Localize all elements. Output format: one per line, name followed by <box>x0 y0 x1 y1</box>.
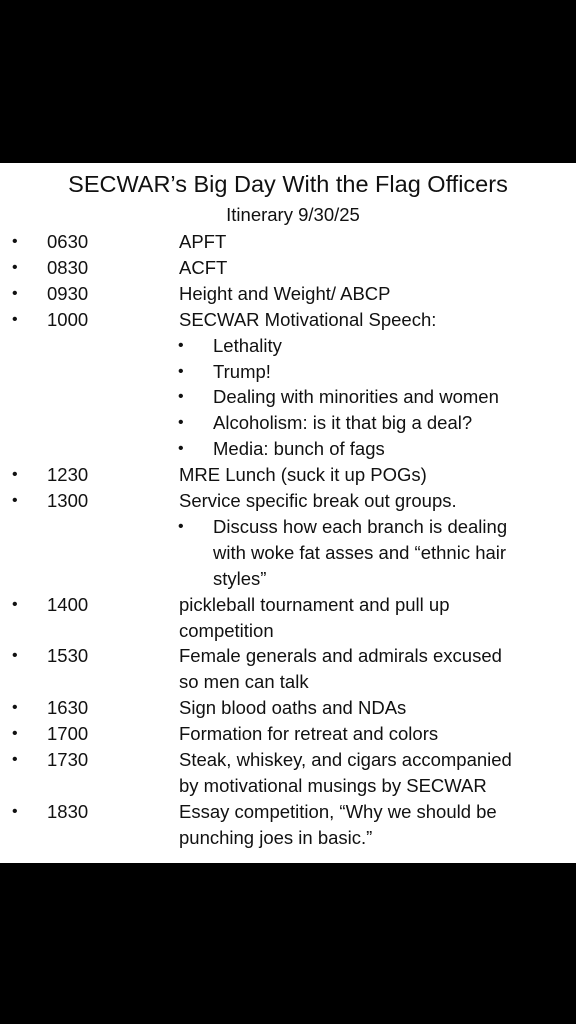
item-event: Service specific break out groups. <box>179 490 457 511</box>
sub-item-text: Lethality <box>213 334 282 356</box>
bullet-icon: • <box>12 233 18 250</box>
itinerary-item <box>0 255 576 281</box>
bullet-icon: • <box>12 595 18 613</box>
sub-item-text: Dealing with minorities and women <box>213 386 499 408</box>
item-time: 0630 <box>47 231 89 252</box>
sub-bullet-icon: • <box>178 517 184 535</box>
item-time: 0830 <box>47 256 89 278</box>
bullet-icon: • <box>12 647 18 665</box>
sub-bullet-icon: • <box>178 336 184 354</box>
itinerary-item <box>0 592 576 618</box>
item-event-continued: so men can talk <box>179 671 309 693</box>
item-time: 1000 <box>47 308 89 330</box>
item-event-continued: by motivational musings by SECWAR <box>179 774 487 796</box>
sub-item <box>0 333 576 359</box>
bullet-icon: • <box>12 258 18 276</box>
item-event: Essay competition, “Why we should be <box>179 800 497 822</box>
item-event: APFT <box>179 231 227 252</box>
item-event: Height and Weight/ ABCP <box>179 282 391 304</box>
itinerary-item <box>0 799 576 825</box>
sub-item-text: Trump! <box>213 360 271 382</box>
item-time: 1830 <box>47 800 89 822</box>
item-time: 1630 <box>47 697 89 719</box>
item-time: 1730 <box>47 749 89 770</box>
itinerary-item <box>0 747 576 773</box>
item-event: Female generals and admirals excused <box>179 645 502 667</box>
bullet-icon: • <box>12 466 18 484</box>
item-time: 1300 <box>47 490 89 511</box>
item-event: Steak, whiskey, and cigars accompanied <box>179 749 512 770</box>
sub-item-text: Media: bunch of fags <box>213 438 385 460</box>
item-event: ACFT <box>179 256 228 278</box>
itinerary-item-continuation <box>0 773 576 799</box>
bullet-icon: • <box>12 725 18 743</box>
sub-item <box>0 359 576 385</box>
itinerary-item <box>0 281 576 307</box>
item-event: SECWAR Motivational Speech: <box>179 308 437 330</box>
item-event-continued: competition <box>179 619 274 641</box>
sub-item <box>0 436 576 462</box>
bullet-icon: • <box>12 802 18 820</box>
item-time: 1400 <box>47 593 89 615</box>
itinerary-item <box>0 488 576 514</box>
item-event: Formation for retreat and colors <box>179 723 439 745</box>
item-event: pickleball tournament and pull up <box>179 593 450 615</box>
item-time: 1530 <box>47 645 89 667</box>
itinerary-item-continuation <box>0 825 576 851</box>
sub-bullet-icon: • <box>178 362 184 380</box>
bullet-icon: • <box>12 751 18 768</box>
sub-item <box>0 384 576 410</box>
itinerary-item <box>0 721 576 747</box>
sub-item-text: Alcoholism: is it that big a deal? <box>213 412 473 434</box>
itinerary-item <box>0 643 576 669</box>
sub-bullet-icon: • <box>178 440 184 458</box>
sub-item-text-continued: with woke fat asses and “ethnic hair <box>213 541 507 563</box>
bullet-icon: • <box>12 492 18 509</box>
item-event-continued: punching joes in basic.” <box>179 826 373 848</box>
bullet-icon: • <box>12 310 18 328</box>
sub-bullet-icon: • <box>178 414 184 432</box>
itinerary-item-continuation <box>0 669 576 695</box>
sub-bullet-icon: • <box>178 388 184 406</box>
document-title: SECWAR’s Big Day With the Flag Officers <box>68 171 508 197</box>
bullet-icon: • <box>12 284 18 302</box>
document-subtitle: Itinerary 9/30/25 <box>226 204 360 225</box>
itinerary-item <box>0 307 576 333</box>
sub-item-continuation <box>0 566 576 592</box>
item-event: MRE Lunch (suck it up POGs) <box>179 464 427 486</box>
sub-item-text-continued: styles” <box>213 567 267 589</box>
item-event: Sign blood oaths and NDAs <box>179 697 407 719</box>
itinerary-item <box>0 695 576 721</box>
item-time: 0930 <box>47 282 89 304</box>
sub-item-text: Discuss how each branch is dealing <box>213 515 508 537</box>
sub-item <box>0 410 576 436</box>
itinerary-item <box>0 229 576 255</box>
sub-item-continuation <box>0 540 576 566</box>
bullet-icon: • <box>12 699 18 717</box>
item-time: 1230 <box>47 464 89 486</box>
item-time: 1700 <box>47 723 89 745</box>
itinerary-document <box>0 163 576 863</box>
itinerary-item-continuation <box>0 618 576 644</box>
itinerary-item <box>0 462 576 488</box>
sub-item <box>0 514 576 540</box>
